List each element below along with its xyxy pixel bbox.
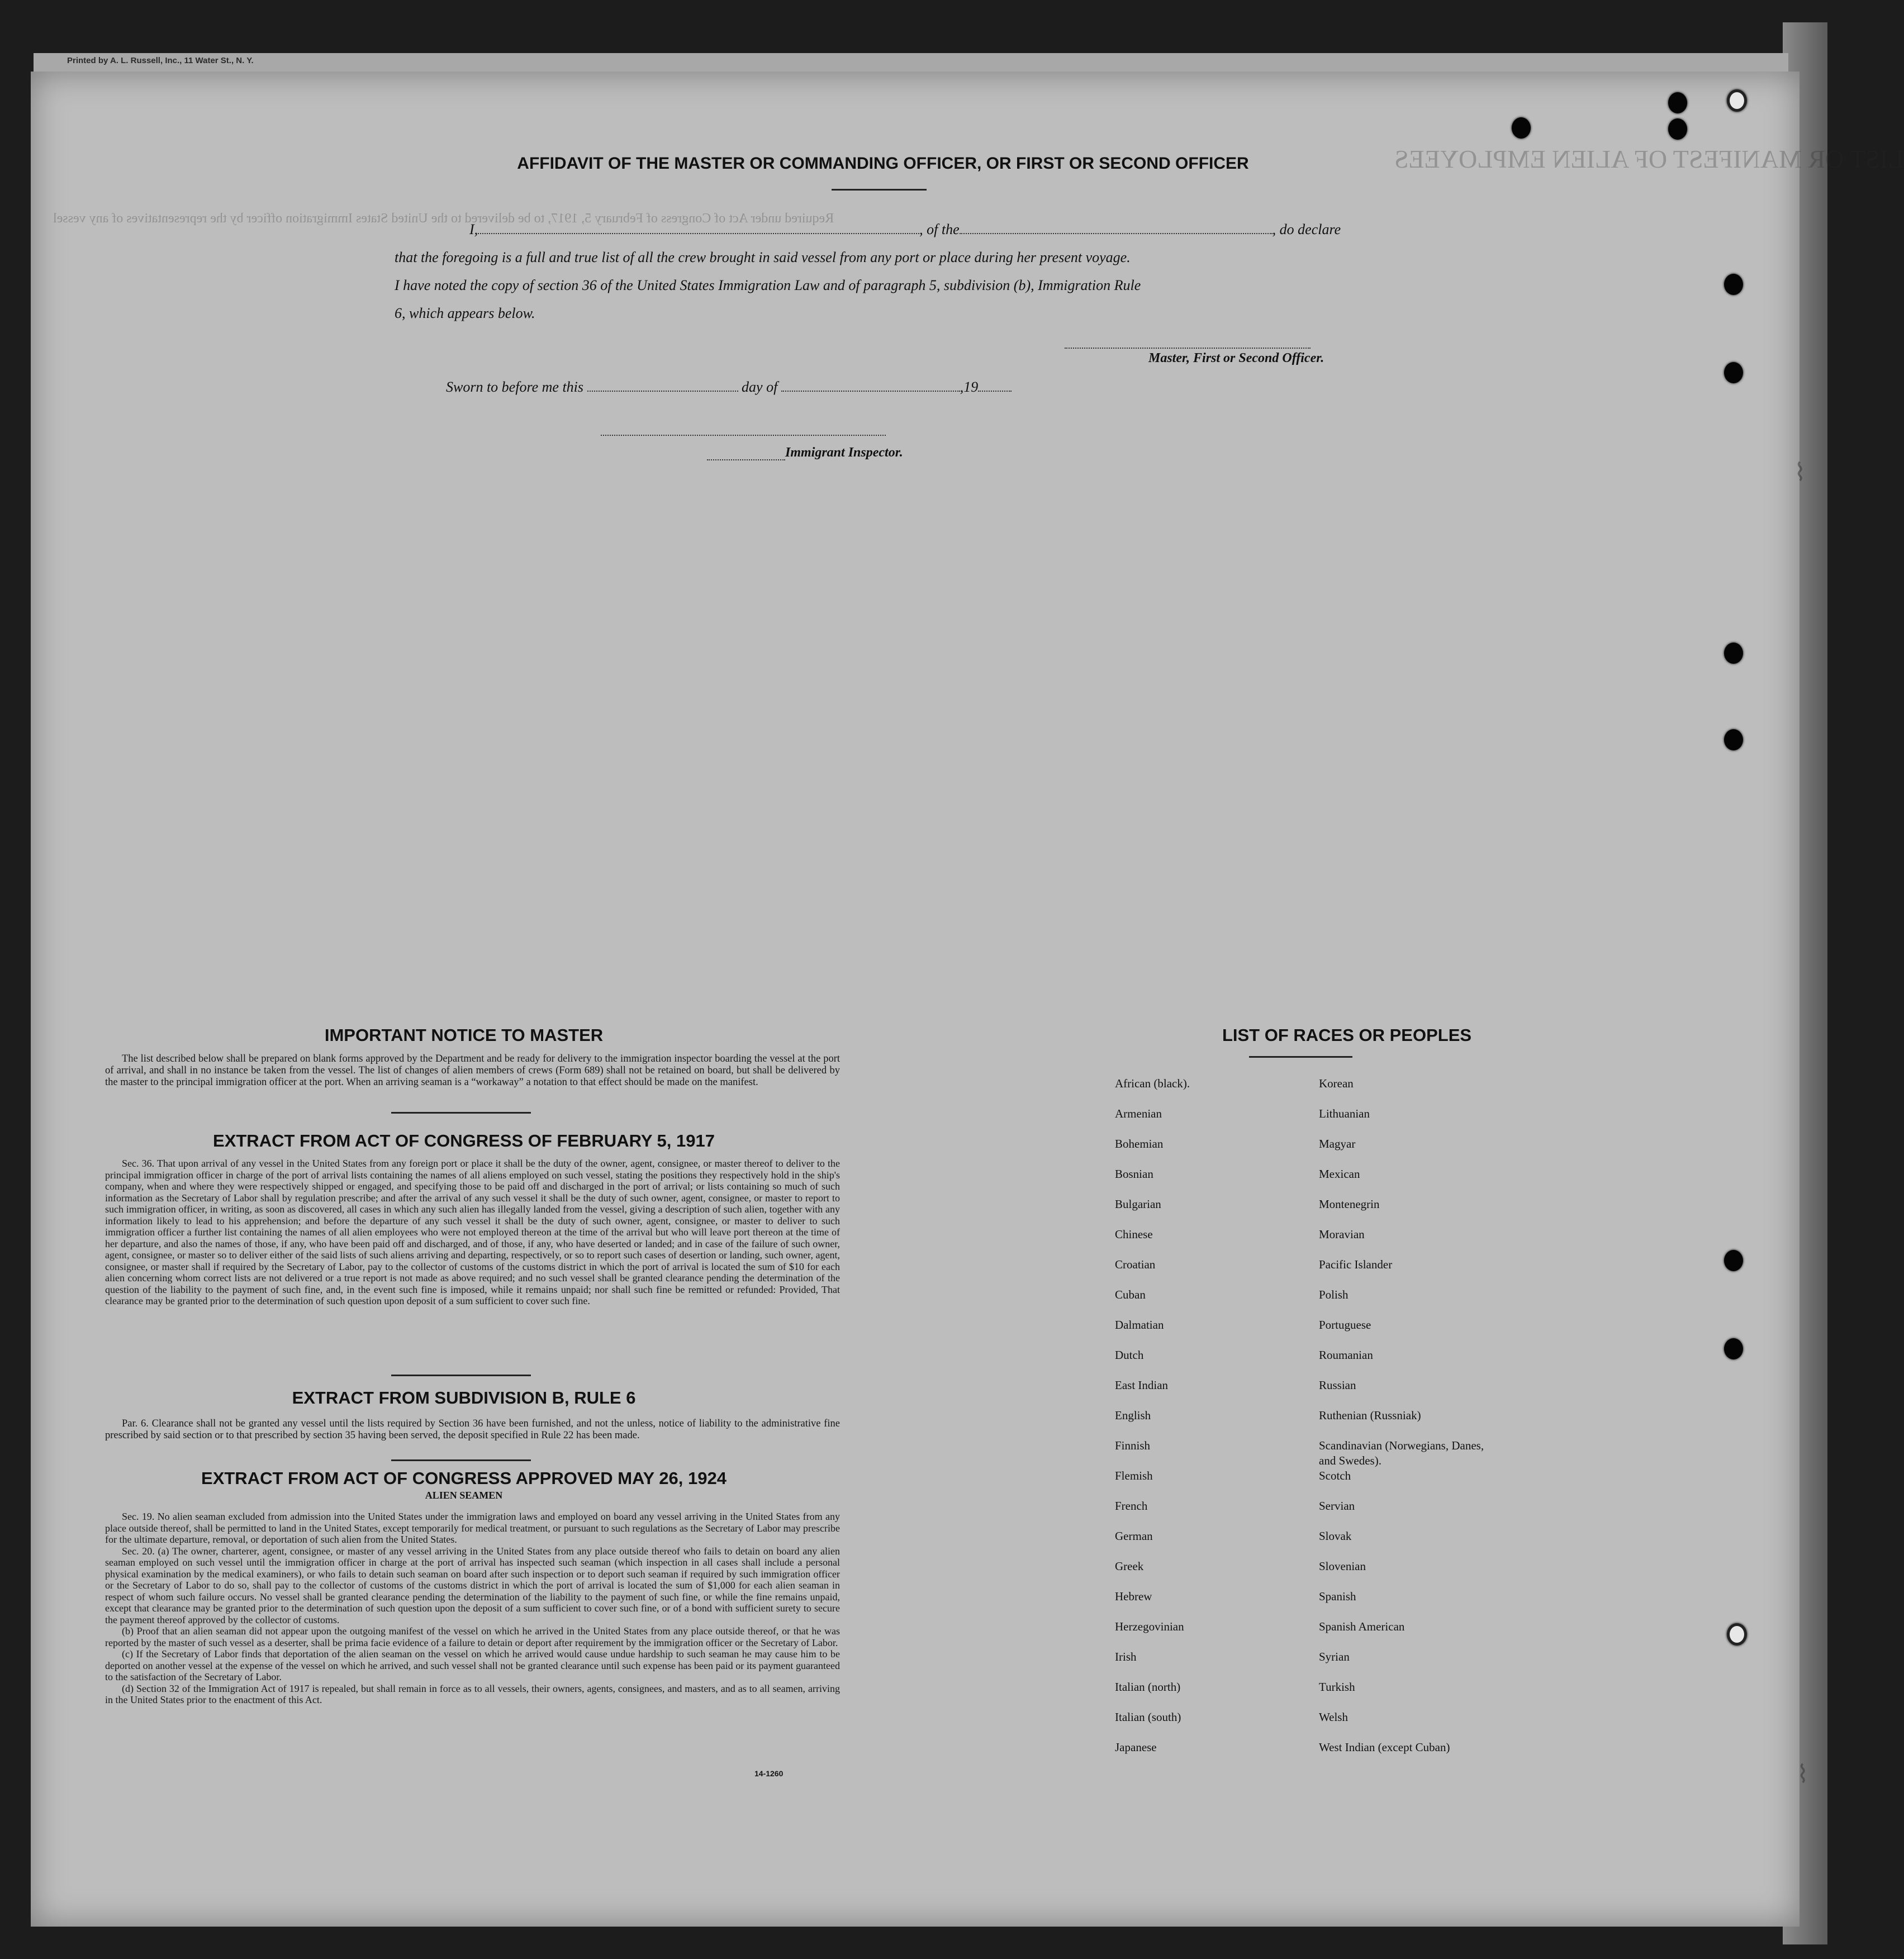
notice-paragraph: The list described below shall be prepared on blank forms approved by the Department and be ready for delivery to the immigration inspector boarding the vessel at the port of arrival, and shall in no instance be taken from the vessel. The list of changes of alien members of crews (Form 689) shall not be retained on board, but shall be delivered by the master to the principal immigration officer at the port. When an arriving seaman is a “workaway” a notation to that effect should be made on the manifest.: [105, 1053, 840, 1088]
race-item: Servian: [1319, 1499, 1355, 1513]
punch-hole: [1724, 1250, 1743, 1271]
race-item: Scotch: [1319, 1469, 1351, 1482]
inspector-blank-short: [707, 459, 785, 460]
race-item: Ruthenian (Russniak): [1319, 1409, 1421, 1422]
margin-handwriting: ⌇: [1797, 1760, 1809, 1789]
notice-title: IMPORTANT NOTICE TO MASTER: [324, 1025, 604, 1045]
race-item: Herzegovinian: [1115, 1620, 1184, 1633]
race-item: Flemish: [1115, 1469, 1153, 1482]
year-blank: [978, 391, 1012, 392]
affidavit-line-4: 6, which appears below.: [395, 305, 535, 321]
sworn-line: [446, 379, 1012, 396]
inspector-signature-blank: [601, 435, 886, 436]
race-item: Bosnian: [1115, 1167, 1153, 1181]
race-item: Spanish American: [1319, 1620, 1405, 1633]
race-item: Italian (north): [1115, 1680, 1181, 1694]
section-20d-paragraph: (d) Section 32 of the Immigration Act of 1917 is repealed, but shall remain in force as to all vessels, their owners, agents, consignees, and masters, and as to all seamen, arriving in the United States prior to the enactment of this Act.: [105, 1682, 840, 1705]
sworn-prefix: Sworn to before me this: [446, 379, 584, 395]
punch-hole: [1727, 89, 1747, 112]
race-item: Portuguese: [1319, 1318, 1371, 1332]
punch-hole: [1724, 729, 1743, 750]
rule-6-text: [105, 1418, 840, 1442]
race-item: West Indian (except Cuban): [1319, 1741, 1450, 1754]
race-item: Turkish: [1319, 1680, 1355, 1694]
race-item: Welsh: [1319, 1710, 1348, 1724]
race-item: English: [1115, 1409, 1151, 1422]
race-item: Greek: [1115, 1559, 1144, 1573]
signature-blank: [1065, 348, 1311, 349]
rule-6-title: EXTRACT FROM SUBDIVISION B, RULE 6: [292, 1388, 636, 1408]
affidavit-line-1: [469, 221, 1341, 238]
section-20a-paragraph: Sec. 20. (a) The owner, charterer, agent, consignee, or master of any vessel arriving in the United States from any place outside thereof who fails to detain on board any alien seaman employed on such vessel until the immigration officer in charge at the port of arrival has inspected such seaman (which inspection in all cases shall include a personal physical examination by the medical examiners), or who fails to detain such seaman on board after such inspection or to deport such seaman if required by such immigration officer or the Secretary of Labor to do so, shall pay to the collector of customs of the customs district in which the port of arrival is located the sum of $1,000 for each alien seaman in respect of whom such failure occurs. No vessel shall be granted clearance pending the determination of the liability to the payment of such fine, or while the fine remains unpaid, except that clearance may be granted prior to the determination of such question upon the deposit of a sum sufficient to cover such fine, or of a bond with sufficient surety to secure the payment thereof approved by the collector of customs.: [105, 1545, 840, 1625]
race-item: Polish: [1319, 1288, 1349, 1301]
race-item: Montenegrin: [1319, 1197, 1380, 1211]
extract-1917-title: EXTRACT FROM ACT OF CONGRESS OF FEBRUARY 5, 1917: [213, 1131, 715, 1150]
affidavit-line-2: that the foregoing is a full and true list of all the crew brought in said vessel from any port or place during her present voyage.: [395, 249, 1131, 265]
race-item: Slovenian: [1319, 1559, 1366, 1573]
race-item: Hebrew: [1115, 1590, 1152, 1603]
race-item: French: [1115, 1499, 1148, 1513]
race-item: Mexican: [1319, 1167, 1360, 1181]
margin-handwriting: ⌇: [1794, 458, 1806, 487]
race-item: Irish: [1115, 1650, 1137, 1663]
race-item: Korean: [1319, 1077, 1354, 1090]
race-item: Scandinavian (Norwegians, Danes, and Swedes).: [1319, 1439, 1484, 1467]
race-item: Dutch: [1115, 1348, 1144, 1362]
race-item: Finnish: [1115, 1439, 1151, 1452]
punch-hole: [1724, 274, 1743, 295]
race-item: Chinese: [1115, 1228, 1153, 1241]
section-20b-paragraph: (b) Proof that an alien seaman did not appear upon the outgoing manifest of the vessel on which he arrived in the United States from any place outside thereof, or that he was reported by the master of such vessel as a deserter, shall be prima facie evidence of a failure to detain or deport after requirement by the immigration officer or the Secretary of Labor.: [105, 1625, 840, 1648]
race-item: Russian: [1319, 1378, 1356, 1392]
sworn-year: ,19: [960, 379, 979, 395]
race-item: East Indian: [1115, 1378, 1169, 1392]
affidavit-line-3: I have noted the copy of section 36 of the United States Immigration Law and of paragraph 5, subdivision (b), Immigration Rule: [395, 277, 1141, 293]
printer-imprint: Printed by A. L. Russell, Inc., 11 Water St., N. Y.: [67, 56, 254, 65]
section-20c-paragraph: (c) If the Secretary of Labor finds that deportation of the alien seaman on the vessel on which he arrived would cause undue hardship to such seaman he may cause him to be deported on another vessel at the expense of the vessel on which he arrived, and such vessel shall not be granted clearance until such expense has been paid or its payment guaranteed to the satisfaction of the Secretary of Labor.: [105, 1648, 840, 1682]
extract-1917-text: [105, 1158, 840, 1307]
race-item: Roumanian: [1319, 1348, 1373, 1362]
race-item: Italian (south): [1115, 1710, 1181, 1724]
bleed-through-subheading: Required under Act of Congress of February 5, 1917, to be delivered to the United States Immigration officer by the representatives of any vessel: [53, 211, 834, 226]
extract-1924-text: [105, 1511, 840, 1706]
day-blank: [587, 391, 738, 392]
races-right-column: [1319, 1068, 1503, 1762]
race-item: Spanish: [1319, 1590, 1356, 1603]
title-underline: [832, 189, 927, 191]
affidavit-title: AFFIDAVIT OF THE MASTER OR COMMANDING OFFICER, OR FIRST OR SECOND OFFICER: [517, 154, 1249, 173]
race-item: Bohemian: [1115, 1137, 1164, 1150]
race-item: African (black).: [1115, 1077, 1190, 1090]
races-title-underline: [1249, 1056, 1352, 1058]
race-item: Magyar: [1319, 1137, 1356, 1150]
punch-hole: [1512, 117, 1531, 139]
races-title: LIST OF RACES OR PEOPLES: [1222, 1025, 1472, 1045]
race-item: Bulgarian: [1115, 1197, 1161, 1211]
sworn-day: day of: [742, 379, 778, 395]
punch-hole: [1724, 362, 1743, 383]
inspector-label: Immigrant Inspector.: [785, 445, 903, 460]
punch-hole: [1724, 1338, 1743, 1359]
section-divider: [391, 1375, 531, 1376]
month-blank: [781, 391, 960, 392]
race-item: Armenian: [1115, 1107, 1162, 1120]
affidavit-line-1-prefix: I,: [469, 221, 478, 237]
punch-hole: [1727, 1623, 1747, 1646]
race-item: Dalmatian: [1115, 1318, 1164, 1332]
section-divider: [391, 1459, 531, 1461]
race-item: Lithuanian: [1319, 1107, 1370, 1120]
section-divider: [391, 1112, 531, 1114]
race-item: Cuban: [1115, 1288, 1146, 1301]
section-36-paragraph: Sec. 36. That upon arrival of any vessel in the United States from any foreign port or place it shall be the duty of the owner, agent, consignee, or master thereof to deliver to the principal immigration officer in charge of the port of arrival lists containing the names of all aliens employed on such vessel, stating the positions they respectively hold in the ship's company, when and where they were respectively shipped or engaged, and specifying those to be paid off and discharged in the port of arrival; or lists containing so much of such information as the Secretary of Labor shall by regulation prescribe; and after the arrival of any such vessel it shall be the duty of such owner, agent, consignee, or master to report to such immigration officer, in writing, as soon as discovered, all cases in which any such alien has illegally landed from the vessel, giving a description of such alien, together with any information likely to lead to his apprehension; and before the departure of any such vessel it shall be the duty of such owner, agent, consignee, or master to deliver to such immigration officer a further list containing the names of all alien employees who were not employed thereon at the time of the arrival but who will leave port thereon at the time of her departure, and also the names of those, if any, who have been paid off and discharged, and of those, if any, who have deserted or landed; and in case of the failure of such owner, agent, consignee, or master so to deliver either of the said lists of such aliens arriving and departing, respectively, or so to report such cases of desertion or landing, such owner, agent, consignee, or master shall if required by the Secretary of Labor, pay to the collector of customs of the customs district in which the port of arrival is located the sum of $10 for each alien concerning whom correct lists are not delivered or a true report is not made as above required; and no such vessel shall be granted clearance pending the determination of the question of the liability to the payment of such fine, and, in the event such fine is imposed, while it remains unpaid; nor shall such fine be remitted or refunded: Provided, That clearance may be granted prior to the determination of such question upon deposit of a sum sufficient to cover such fine.: [105, 1158, 840, 1306]
race-item: Slovak: [1319, 1529, 1352, 1543]
race-item: Croatian: [1115, 1258, 1156, 1271]
race-item: Moravian: [1319, 1228, 1365, 1241]
race-item: Syrian: [1319, 1650, 1350, 1663]
rule-6-paragraph: Par. 6. Clearance shall not be granted any vessel until the lists required by Section 36 have been furnished, and not the unless, notice of liability to the administrative fine prescribed by said section or to that prescribed by section 35 having been served, the deposit specified in Rule 22 has been made.: [105, 1418, 840, 1441]
affidavit-line-1-suffix: , do declare: [1272, 221, 1341, 237]
extract-1924-title: EXTRACT FROM ACT OF CONGRESS APPROVED MAY 26, 1924: [201, 1468, 727, 1488]
form-number: 14-1260: [754, 1769, 784, 1778]
section-19-paragraph: Sec. 19. No alien seaman excluded from admission into the United States under the immigration laws and employed on board any vessel arriving in the United States from any place outside thereof, shall be permitted to land in the United States, except temporarily for medical treatment, or pursuant to such regulations as the Secretary of Labor may prescribe for the ultimate departure, removal, or deportation of such alien from the United States.: [105, 1511, 840, 1545]
punch-hole: [1724, 643, 1743, 664]
punch-hole: [1668, 118, 1687, 140]
race-item: Japanese: [1115, 1741, 1157, 1754]
notice-text: [105, 1053, 840, 1088]
extract-1924-subtitle: ALIEN SEAMEN: [425, 1490, 503, 1501]
race-item: Pacific Islander: [1319, 1258, 1393, 1271]
affidavit-line-1-mid: , of the: [919, 221, 960, 237]
races-left-column: [1115, 1068, 1190, 1762]
punch-hole: [1668, 92, 1687, 113]
signature-label: Master, First or Second Officer.: [1148, 351, 1324, 365]
vessel-blank: [960, 233, 1273, 234]
race-item: German: [1115, 1529, 1153, 1543]
name-blank: [478, 233, 919, 234]
bleed-through-heading: LIST OR MANIFEST OF ALIEN EMPLOYEES: [1394, 145, 1904, 173]
